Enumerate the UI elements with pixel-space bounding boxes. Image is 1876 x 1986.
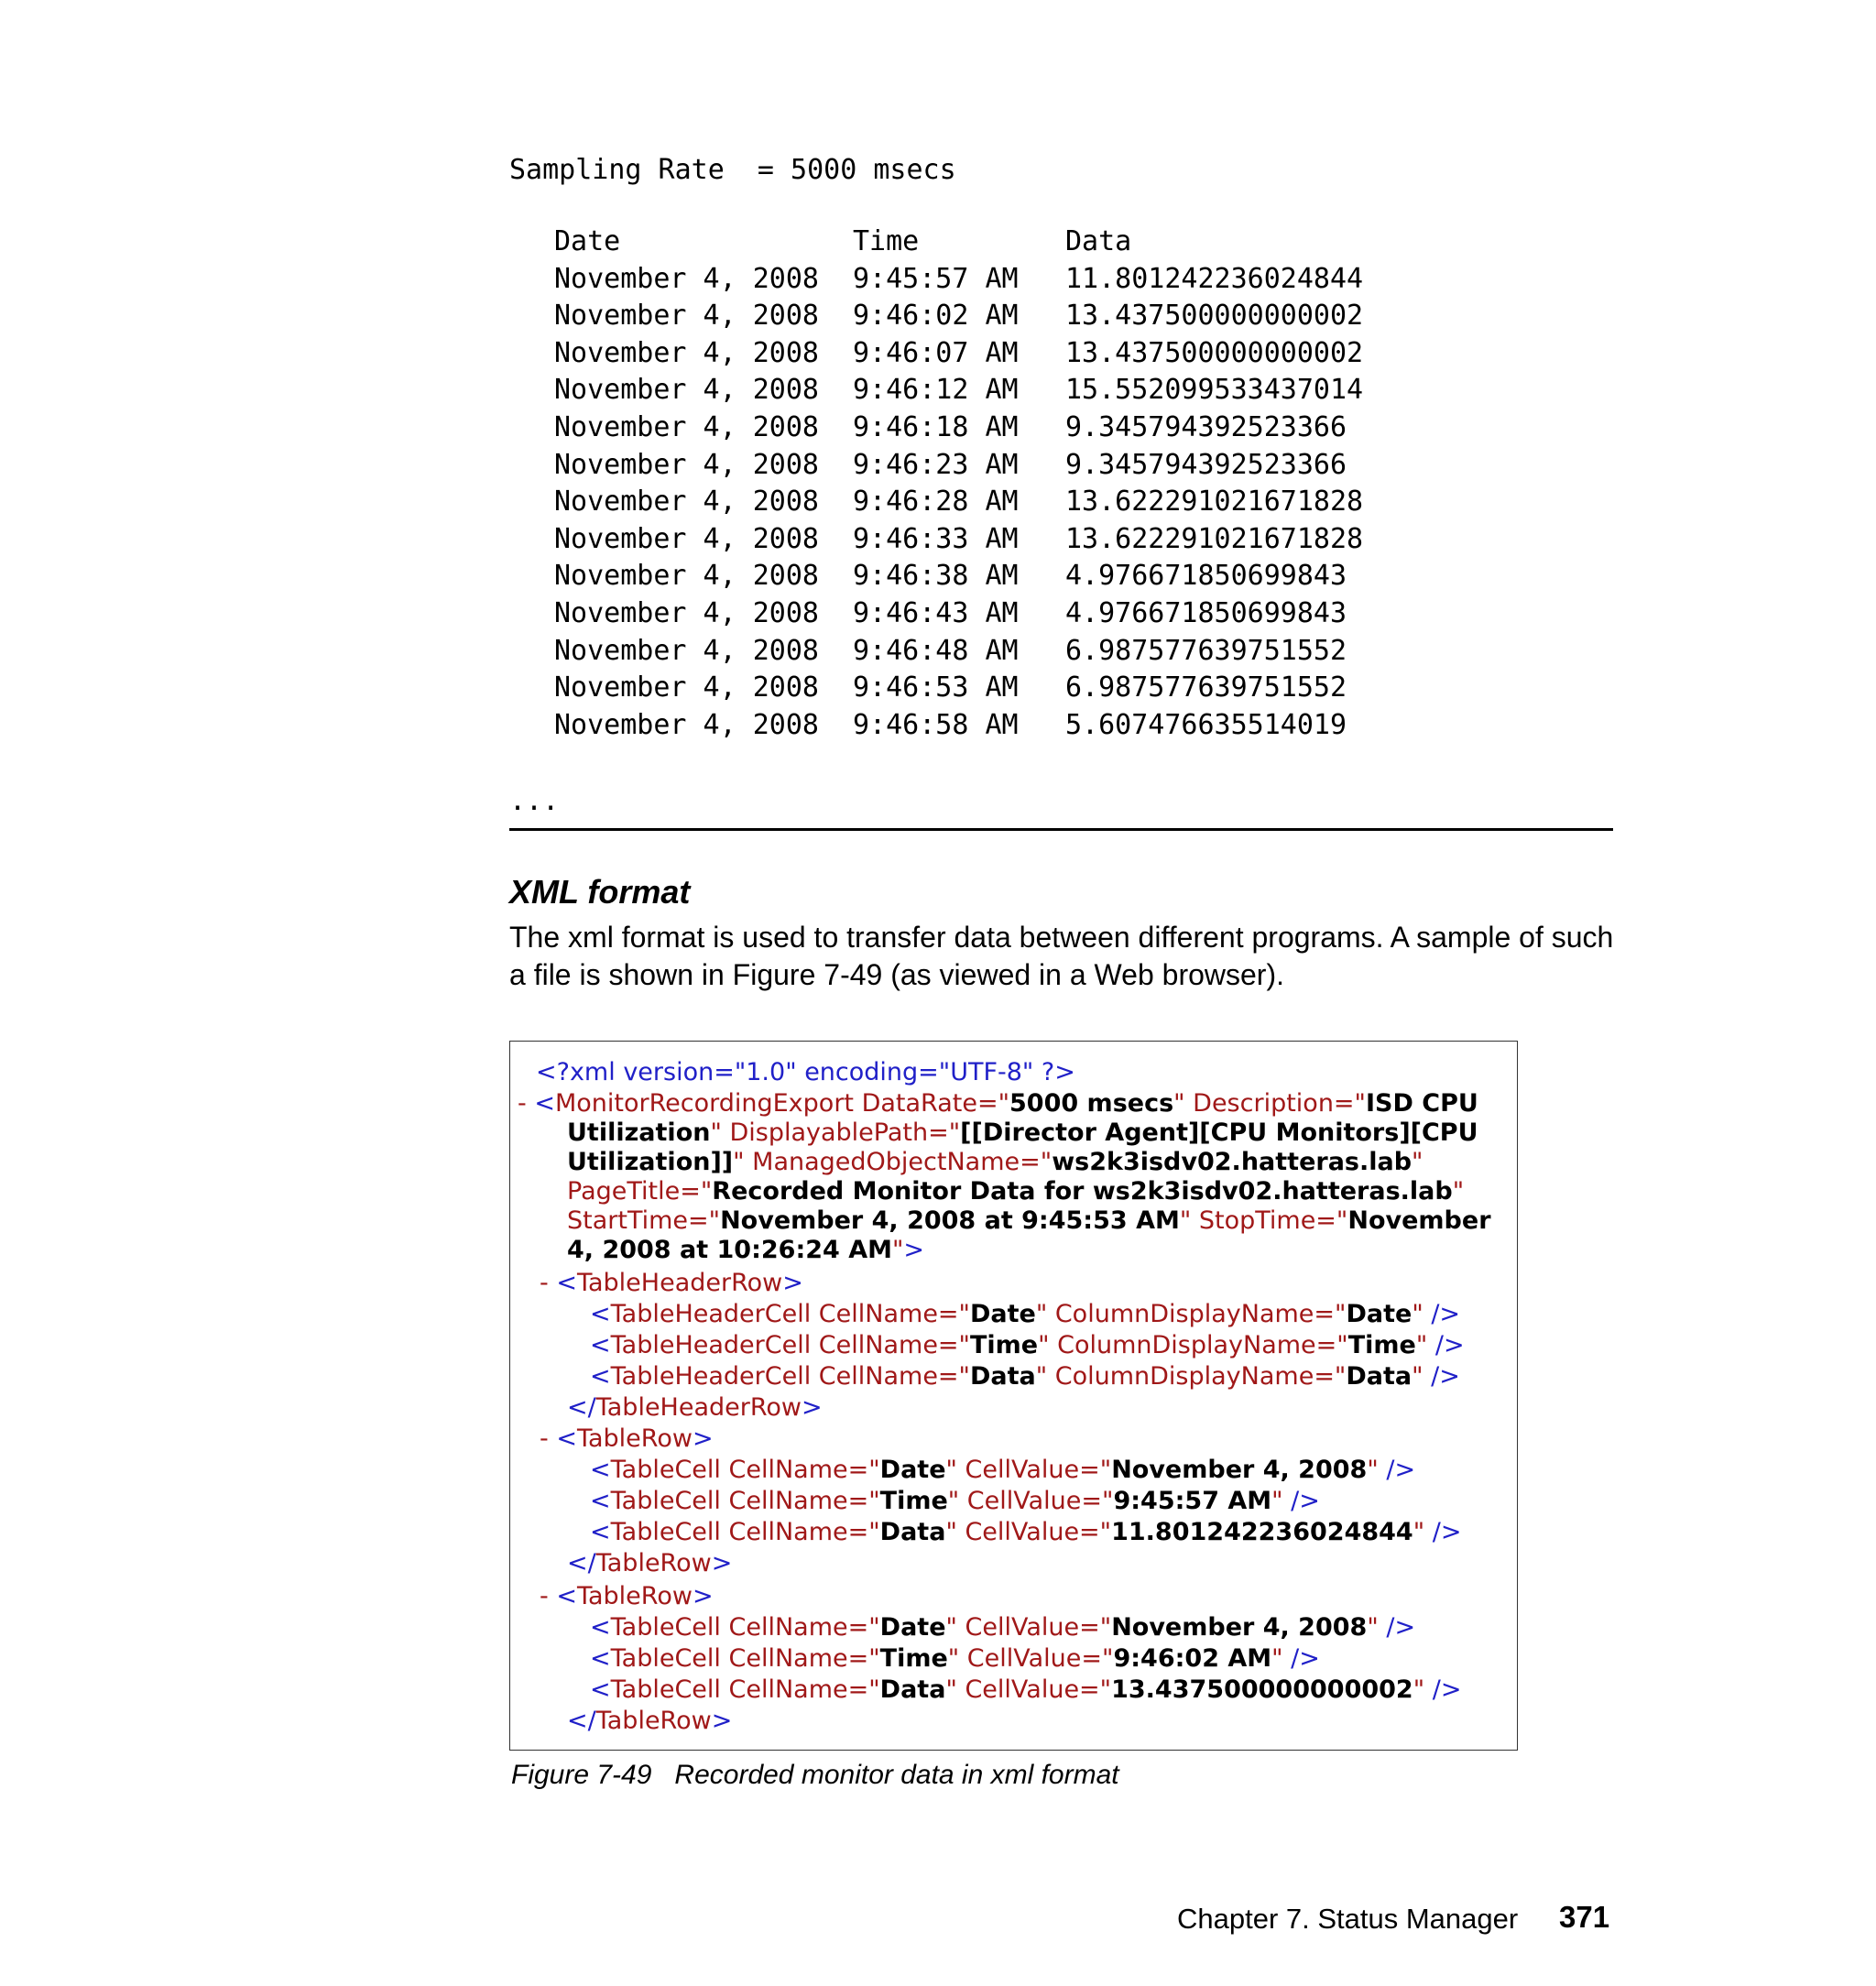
cell-date: November 4, 2008 bbox=[554, 410, 819, 443]
table-row bbox=[554, 558, 1363, 595]
xml-token: Time bbox=[969, 1331, 1039, 1359]
header-time: Time bbox=[853, 225, 920, 257]
xml-token: PageTitle=" bbox=[567, 1177, 713, 1206]
cell-date: November 4, 2008 bbox=[554, 708, 819, 741]
body-paragraph: The xml format is used to transfer data between different programs. A sample of such a file is shown in Figure 7-49 (as viewed in a Web browser). bbox=[509, 921, 1614, 991]
xml-token: TableCell CellName=" bbox=[610, 1644, 880, 1673]
table-row bbox=[554, 298, 1363, 335]
xml-token: November 4, 2008 bbox=[1111, 1613, 1368, 1642]
xml-token: November bbox=[1347, 1206, 1491, 1235]
xml-token: TableCell CellName=" bbox=[610, 1487, 880, 1515]
xml-token: Data bbox=[969, 1362, 1036, 1391]
xml-line bbox=[567, 1206, 1491, 1236]
xml-token: TableRow bbox=[576, 1582, 693, 1610]
cell-data: 4.976671850699843 bbox=[1065, 560, 1347, 593]
xml-token: < bbox=[534, 1089, 555, 1118]
xml-token: - bbox=[518, 1089, 535, 1118]
cell-time: 9:46:02 AM bbox=[853, 300, 1019, 333]
cell-data: 9.345794392523366 bbox=[1065, 410, 1347, 443]
xml-token: 4, 2008 at 10:26:24 AM bbox=[567, 1236, 892, 1264]
table-row bbox=[554, 335, 1363, 373]
xml-token: " ManagedObjectName=" bbox=[733, 1148, 1053, 1176]
xml-token: Utilization]] bbox=[567, 1148, 734, 1176]
cell-data: 13.622291021671828 bbox=[1065, 486, 1364, 518]
xml-token: TableHeaderCell CellName=" bbox=[610, 1331, 970, 1359]
section-heading: XML format bbox=[509, 873, 691, 911]
xml-token: < bbox=[590, 1487, 611, 1515]
xml-token: Date bbox=[969, 1300, 1036, 1328]
xml-token: Time bbox=[1347, 1331, 1416, 1359]
xml-token: /> bbox=[1386, 1456, 1416, 1484]
xml-token: " bbox=[1271, 1644, 1292, 1673]
xml-token: > bbox=[711, 1707, 733, 1735]
xml-token: TableCell CellName=" bbox=[610, 1456, 880, 1484]
xml-line bbox=[540, 1582, 714, 1611]
xml-token: < bbox=[556, 1269, 577, 1297]
xml-token: Data bbox=[1346, 1362, 1412, 1391]
cell-date: November 4, 2008 bbox=[554, 336, 819, 369]
xml-token: " StopTime=" bbox=[1179, 1206, 1348, 1235]
table-row bbox=[554, 409, 1363, 447]
cell-data: 4.976671850699843 bbox=[1065, 596, 1347, 629]
table-header-row bbox=[554, 224, 1363, 261]
xml-token: </ bbox=[567, 1707, 596, 1735]
xml-line bbox=[590, 1613, 1415, 1642]
cell-time: 9:46:53 AM bbox=[853, 671, 1019, 704]
cell-date: November 4, 2008 bbox=[554, 671, 819, 704]
table-row bbox=[554, 261, 1363, 299]
table-row bbox=[554, 372, 1363, 409]
xml-token: </ bbox=[567, 1393, 596, 1422]
table-row bbox=[554, 447, 1363, 485]
xml-token: Time bbox=[879, 1487, 948, 1515]
xml-line bbox=[590, 1331, 1465, 1360]
xml-token: /> bbox=[1431, 1362, 1460, 1391]
xml-line bbox=[567, 1707, 732, 1736]
xml-token: TableHeaderCell CellName=" bbox=[610, 1362, 970, 1391]
xml-token: " DisplayablePath=" bbox=[710, 1118, 961, 1147]
xml-token: < bbox=[590, 1300, 611, 1328]
sampling-rate-line: Sampling Rate = 5000 msecs bbox=[509, 154, 956, 186]
cell-data: 5.607476635514019 bbox=[1065, 708, 1347, 741]
xml-token: " CellValue=" bbox=[945, 1456, 1112, 1484]
xml-line bbox=[567, 1549, 732, 1578]
xml-token: November 4, 2008 bbox=[1111, 1456, 1368, 1484]
cell-date: November 4, 2008 bbox=[554, 448, 819, 481]
cell-time: 9:45:57 AM bbox=[853, 262, 1019, 295]
xml-token: < bbox=[556, 1582, 577, 1610]
xml-token: " Description=" bbox=[1173, 1089, 1366, 1118]
cell-data: 13.437500000000002 bbox=[1065, 336, 1364, 369]
xml-token: /> bbox=[1432, 1675, 1462, 1704]
ellipsis: ... bbox=[509, 785, 560, 817]
xml-token: TableRow bbox=[595, 1549, 712, 1577]
xml-line bbox=[518, 1089, 1478, 1118]
xml-token: " bbox=[1412, 1675, 1433, 1704]
xml-line bbox=[567, 1148, 1423, 1177]
cell-time: 9:46:33 AM bbox=[853, 522, 1019, 555]
cell-date: November 4, 2008 bbox=[554, 522, 819, 555]
horizontal-rule bbox=[509, 828, 1613, 831]
xml-token: " bbox=[1412, 1300, 1432, 1328]
xml-line bbox=[540, 1269, 803, 1298]
cell-data: 11.801242236024844 bbox=[1065, 262, 1364, 295]
xml-token: " bbox=[1412, 1518, 1433, 1546]
xml-token: Time bbox=[879, 1644, 948, 1673]
cell-time: 9:46:43 AM bbox=[853, 596, 1019, 629]
xml-token: 5000 msecs bbox=[1009, 1089, 1174, 1118]
xml-token: < bbox=[556, 1424, 577, 1453]
xml-token: < bbox=[590, 1675, 611, 1704]
data-table bbox=[554, 224, 1363, 744]
xml-token: " CellValue=" bbox=[945, 1675, 1112, 1704]
xml-token: Data bbox=[879, 1518, 946, 1546]
cell-date: November 4, 2008 bbox=[554, 262, 819, 295]
xml-line bbox=[567, 1393, 823, 1423]
xml-token: TableCell CellName=" bbox=[610, 1518, 880, 1546]
cell-time: 9:46:58 AM bbox=[853, 708, 1019, 741]
xml-token: 9:45:57 AM bbox=[1113, 1487, 1272, 1515]
xml-figure bbox=[509, 1041, 1518, 1751]
table-row bbox=[554, 595, 1363, 633]
xml-token: 13.437500000000002 bbox=[1111, 1675, 1413, 1704]
xml-token: " CellValue=" bbox=[947, 1644, 1114, 1673]
xml-token: < bbox=[590, 1644, 611, 1673]
cell-time: 9:46:23 AM bbox=[853, 448, 1019, 481]
cell-data: 15.552099533437014 bbox=[1065, 374, 1364, 407]
cell-data: 6.987577639751552 bbox=[1065, 634, 1347, 667]
xml-line bbox=[567, 1177, 1464, 1206]
xml-token: Date bbox=[879, 1613, 946, 1642]
xml-token: /> bbox=[1432, 1518, 1462, 1546]
xml-token: " CellValue=" bbox=[945, 1518, 1112, 1546]
xml-token: " CellValue=" bbox=[947, 1487, 1114, 1515]
cell-time: 9:46:38 AM bbox=[853, 560, 1019, 593]
xml-line bbox=[590, 1487, 1320, 1516]
xml-line bbox=[590, 1456, 1415, 1485]
xml-token: < bbox=[590, 1456, 611, 1484]
xml-token: > bbox=[903, 1236, 925, 1264]
xml-token: ws2k3isdv02.hatteras.lab bbox=[1052, 1148, 1412, 1176]
cell-data: 13.437500000000002 bbox=[1065, 300, 1364, 333]
table-row bbox=[554, 484, 1363, 521]
xml-token: " bbox=[1412, 1148, 1423, 1176]
xml-token: < bbox=[590, 1518, 611, 1546]
cell-date: November 4, 2008 bbox=[554, 486, 819, 518]
xml-token: TableCell CellName=" bbox=[610, 1613, 880, 1642]
cell-data: 13.622291021671828 bbox=[1065, 522, 1364, 555]
xml-token: /> bbox=[1431, 1300, 1461, 1328]
cell-time: 9:46:48 AM bbox=[853, 634, 1019, 667]
xml-token: TableHeaderRow bbox=[576, 1269, 783, 1297]
xml-token: ISD CPU bbox=[1365, 1089, 1478, 1118]
xml-token: " bbox=[1452, 1177, 1465, 1206]
cell-date: November 4, 2008 bbox=[554, 374, 819, 407]
xml-token: Recorded Monitor Data for ws2k3isdv02.hatteras.lab bbox=[712, 1177, 1453, 1206]
xml-line bbox=[536, 1058, 1075, 1087]
xml-line bbox=[590, 1362, 1460, 1391]
xml-token: - bbox=[540, 1269, 557, 1297]
xml-token: " CellValue=" bbox=[945, 1613, 1112, 1642]
xml-token: November 4, 2008 at 9:45:53 AM bbox=[720, 1206, 1180, 1235]
xml-token: - bbox=[540, 1582, 557, 1610]
xml-token: Data bbox=[879, 1675, 946, 1704]
xml-token: < bbox=[590, 1613, 611, 1642]
xml-token: /> bbox=[1291, 1644, 1320, 1673]
xml-token: " bbox=[1415, 1331, 1435, 1359]
cell-time: 9:46:07 AM bbox=[853, 336, 1019, 369]
xml-token: /> bbox=[1386, 1613, 1416, 1642]
xml-token: 9:46:02 AM bbox=[1113, 1644, 1272, 1673]
cell-time: 9:46:12 AM bbox=[853, 374, 1019, 407]
cell-time: 9:46:28 AM bbox=[853, 486, 1019, 518]
xml-token: " bbox=[1367, 1613, 1387, 1642]
cell-time: 9:46:18 AM bbox=[853, 410, 1019, 443]
xml-token: TableHeaderCell CellName=" bbox=[610, 1300, 970, 1328]
xml-token: " bbox=[892, 1236, 904, 1264]
xml-token: " ColumnDisplayName=" bbox=[1035, 1362, 1347, 1391]
header-data: Data bbox=[1065, 225, 1132, 257]
xml-token: < bbox=[590, 1362, 611, 1391]
cell-date: November 4, 2008 bbox=[554, 300, 819, 333]
xml-line bbox=[540, 1424, 714, 1454]
xml-token: MonitorRecordingExport DataRate=" bbox=[554, 1089, 1010, 1118]
xml-token: TableRow bbox=[595, 1707, 712, 1735]
cell-data: 9.345794392523366 bbox=[1065, 448, 1347, 481]
xml-line bbox=[590, 1675, 1461, 1705]
xml-line bbox=[590, 1518, 1461, 1547]
xml-token: > bbox=[692, 1424, 714, 1453]
xml-line bbox=[567, 1236, 924, 1265]
xml-token: TableCell CellName=" bbox=[610, 1675, 880, 1704]
xml-token: " ColumnDisplayName=" bbox=[1038, 1331, 1348, 1359]
xml-token: /> bbox=[1434, 1331, 1465, 1359]
xml-line bbox=[567, 1118, 1478, 1148]
header-date: Date bbox=[554, 225, 621, 257]
xml-token: - bbox=[540, 1424, 557, 1453]
cell-data: 6.987577639751552 bbox=[1065, 671, 1347, 704]
xml-token: " ColumnDisplayName=" bbox=[1035, 1300, 1347, 1328]
xml-token: StartTime=" bbox=[567, 1206, 721, 1235]
table-row bbox=[554, 633, 1363, 671]
xml-token: Utilization bbox=[567, 1118, 711, 1147]
table-row bbox=[554, 521, 1363, 559]
table-row bbox=[554, 707, 1363, 745]
xml-token: </ bbox=[567, 1549, 596, 1577]
xml-token: /> bbox=[1291, 1487, 1320, 1515]
xml-token: < bbox=[590, 1331, 611, 1359]
table-body bbox=[554, 261, 1363, 745]
xml-token: TableHeaderRow bbox=[595, 1393, 802, 1422]
xml-token: > bbox=[782, 1269, 803, 1297]
xml-token: Date bbox=[879, 1456, 946, 1484]
page-number: 371 bbox=[1559, 1900, 1610, 1934]
xml-token: > bbox=[692, 1582, 714, 1610]
figure-caption: Figure 7-49 Recorded monitor data in xml format bbox=[511, 1760, 1119, 1790]
xml-token: " bbox=[1412, 1362, 1432, 1391]
xml-token: Date bbox=[1346, 1300, 1412, 1328]
cell-date: November 4, 2008 bbox=[554, 596, 819, 629]
xml-token: 11.801242236024844 bbox=[1111, 1518, 1413, 1546]
cell-date: November 4, 2008 bbox=[554, 634, 819, 667]
table-row bbox=[554, 670, 1363, 707]
xml-token: > bbox=[711, 1549, 733, 1577]
xml-token: [[Director Agent][CPU Monitors][CPU bbox=[960, 1118, 1478, 1147]
xml-token: " bbox=[1367, 1456, 1387, 1484]
xml-token: TableRow bbox=[576, 1424, 693, 1453]
footer-chapter: Chapter 7. Status Manager bbox=[1177, 1903, 1519, 1935]
xml-token: <?xml version="1.0" encoding="UTF-8" ?> bbox=[536, 1058, 1075, 1086]
xml-line bbox=[590, 1644, 1320, 1674]
xml-line bbox=[590, 1300, 1460, 1329]
xml-token: " bbox=[1271, 1487, 1292, 1515]
cell-date: November 4, 2008 bbox=[554, 560, 819, 593]
xml-token: > bbox=[802, 1393, 823, 1422]
